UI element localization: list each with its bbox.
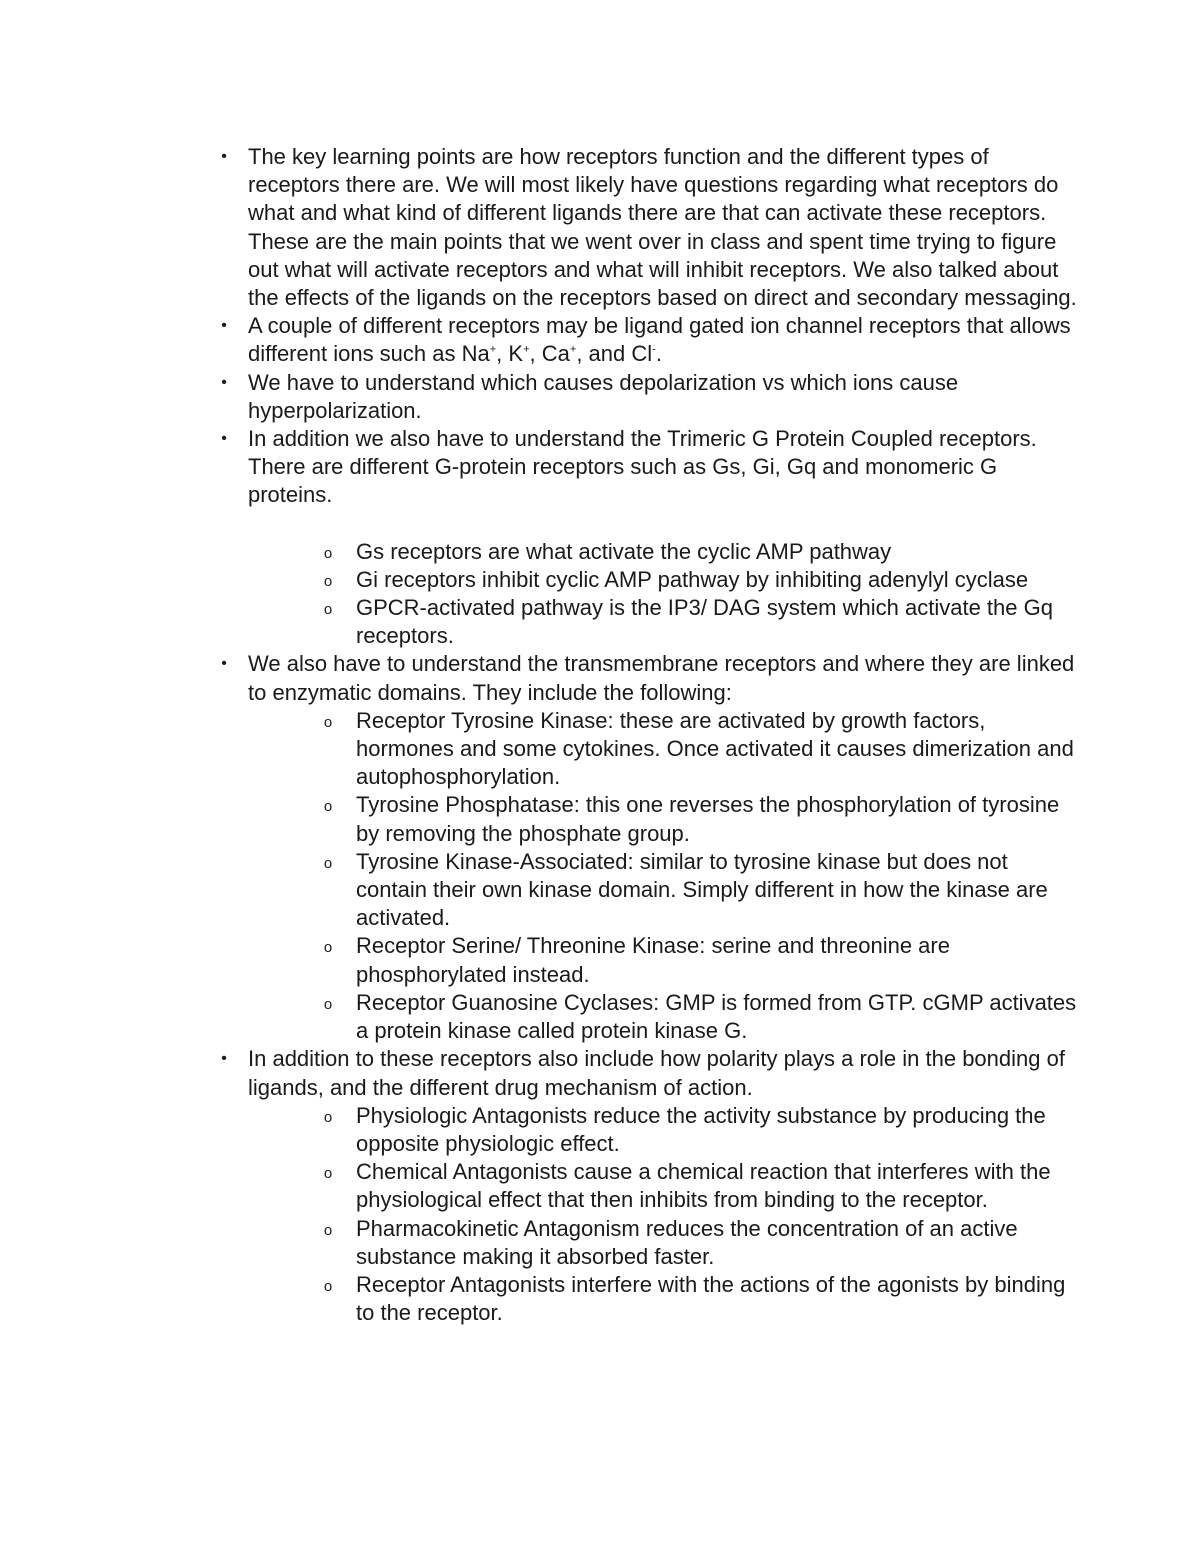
- sub-list-item: [323, 566, 1078, 594]
- sub-bullet-icon: o: [323, 601, 333, 619]
- sub-bullet-icon: o: [323, 544, 333, 562]
- bullet-icon: •: [221, 1050, 227, 1068]
- bullet-icon: •: [221, 373, 227, 391]
- ion-text-prefix: A couple of different receptors may be ligand gated ion channel receptors that allows different ions such as Na: [248, 313, 1071, 367]
- sub-bullet-icon: o: [323, 1165, 333, 1183]
- list-item: [221, 369, 1078, 425]
- sub-bullet-icon: o: [323, 798, 333, 816]
- sub-bullet-list: [323, 707, 1078, 1045]
- sub-bullet-icon: o: [323, 713, 333, 731]
- bullet-icon: •: [221, 655, 227, 673]
- sub-bullet-icon: o: [323, 854, 333, 872]
- sub-list-item: [323, 1158, 1078, 1214]
- bullet-icon: •: [221, 148, 227, 165]
- list-item-text: The key learning points are how receptors function and the different types of receptors there are. We will most likely have questions regarding what receptors do what and what kind of different ligands there are that can activate these receptors. These are the main points that we went over in class and spent time trying to figure out what will activate receptors and what will inhibit receptors. We also talked about the effects of the ligands on the receptors based on direct and secondary messaging.: [248, 144, 1077, 311]
- sub-list-item-text: Tyrosine Kinase-Associated: similar to tyrosine kinase but does not contain their own kinase domain. Simply different in how the kinase are activated.: [356, 848, 1048, 931]
- ion-text-suffix: .: [655, 341, 662, 367]
- sub-list-item-text: Physiologic Antagonists reduce the activity substance by producing the opposite physiologic effect.: [356, 1102, 1046, 1156]
- list-item-text: We have to understand which causes depolarization vs which ions cause hyperpolarization.: [248, 369, 959, 423]
- sub-bullet-icon: o: [323, 939, 333, 957]
- sub-list-item-text: Gi receptors inhibit cyclic AMP pathway by inhibiting adenylyl cyclase: [356, 566, 1029, 592]
- ion-separator: , Ca: [529, 341, 570, 367]
- sub-list-item: [323, 1271, 1078, 1327]
- sub-bullet-icon: o: [323, 572, 333, 590]
- sub-list-item-text: Gs receptors are what activate the cyclic AMP pathway: [356, 538, 892, 564]
- sub-list-item: [323, 1215, 1078, 1271]
- sub-list-item: [323, 594, 1078, 650]
- sub-list-item: [323, 932, 1078, 988]
- sub-list-item: [323, 707, 1078, 792]
- k-charge: +: [523, 344, 530, 357]
- sub-bullet-list: [323, 1102, 1078, 1328]
- sub-bullet-icon: o: [323, 1277, 333, 1295]
- bullet-icon: •: [221, 317, 227, 335]
- list-item-text: We also have to understand the transmembrane receptors and where they are linked to enzymatic domains. They include the following:: [248, 651, 1075, 705]
- sub-list-item: [323, 791, 1078, 847]
- ca-charge: +: [569, 344, 577, 357]
- sub-list-item-text: Receptor Tyrosine Kinase: these are activated by growth factors, hormones and some cytokines. Once activated it causes dimerization and autophosphorylation.: [356, 707, 1074, 790]
- sub-list-item-text: Tyrosine Phosphatase: this one reverses the phosphorylation of tyrosine by removing the phosphate group.: [356, 792, 1060, 846]
- sub-list-item: [323, 848, 1078, 933]
- sub-list-item-text: Receptor Antagonists interfere with the actions of the agonists by binding to the receptor.: [356, 1271, 1066, 1326]
- list-item-text: In addition to these receptors also include how polarity plays a role in the bonding of ligands, and the different drug mechanism of action.: [248, 1046, 1065, 1100]
- ion-separator: , and Cl: [576, 341, 653, 367]
- list-item: [221, 650, 1078, 1045]
- sub-bullet-icon: o: [323, 1221, 333, 1239]
- sub-list-item: [323, 989, 1078, 1045]
- sub-bullet-icon: o: [323, 995, 333, 1013]
- sub-list-item: [323, 538, 1078, 566]
- list-item: [221, 312, 1078, 368]
- sub-list-item-text: Receptor Serine/ Threonine Kinase: serine and threonine are phosphorylated instead.: [356, 933, 950, 987]
- sub-bullet-icon: o: [323, 1108, 333, 1126]
- list-item: [221, 425, 1078, 650]
- sub-list-item: [323, 1102, 1078, 1158]
- na-charge: +: [489, 344, 497, 357]
- sub-list-item-text: Chemical Antagonists cause a chemical reaction that interferes with the physiological effect that then inhibits from binding to the receptor.: [356, 1159, 1051, 1213]
- sub-list-item-text: Receptor Guanosine Cyclases: GMP is formed from GTP. cGMP activates a protein kinase called protein kinase G.: [356, 989, 1077, 1044]
- sub-bullet-list: [323, 538, 1078, 651]
- list-item-text: In addition we also have to understand the Trimeric G Protein Coupled receptors. There are different G-protein receptors such as Gs, Gi, Gq and monomeric G proteins.: [248, 426, 1037, 508]
- sub-list-item-text: Pharmacokinetic Antagonism reduces the concentration of an active substance making it absorbed faster.: [356, 1215, 1018, 1269]
- list-item: [221, 1045, 1078, 1327]
- cl-charge: -: [652, 344, 656, 357]
- bullet-icon: •: [221, 430, 227, 448]
- list-item-text: [248, 313, 1071, 366]
- list-item: [221, 143, 1078, 312]
- main-bullet-list: [221, 143, 1078, 1327]
- sub-list-item-text: GPCR-activated pathway is the IP3/ DAG system which activate the Gq receptors.: [356, 595, 1053, 649]
- ion-separator: , K: [496, 341, 524, 367]
